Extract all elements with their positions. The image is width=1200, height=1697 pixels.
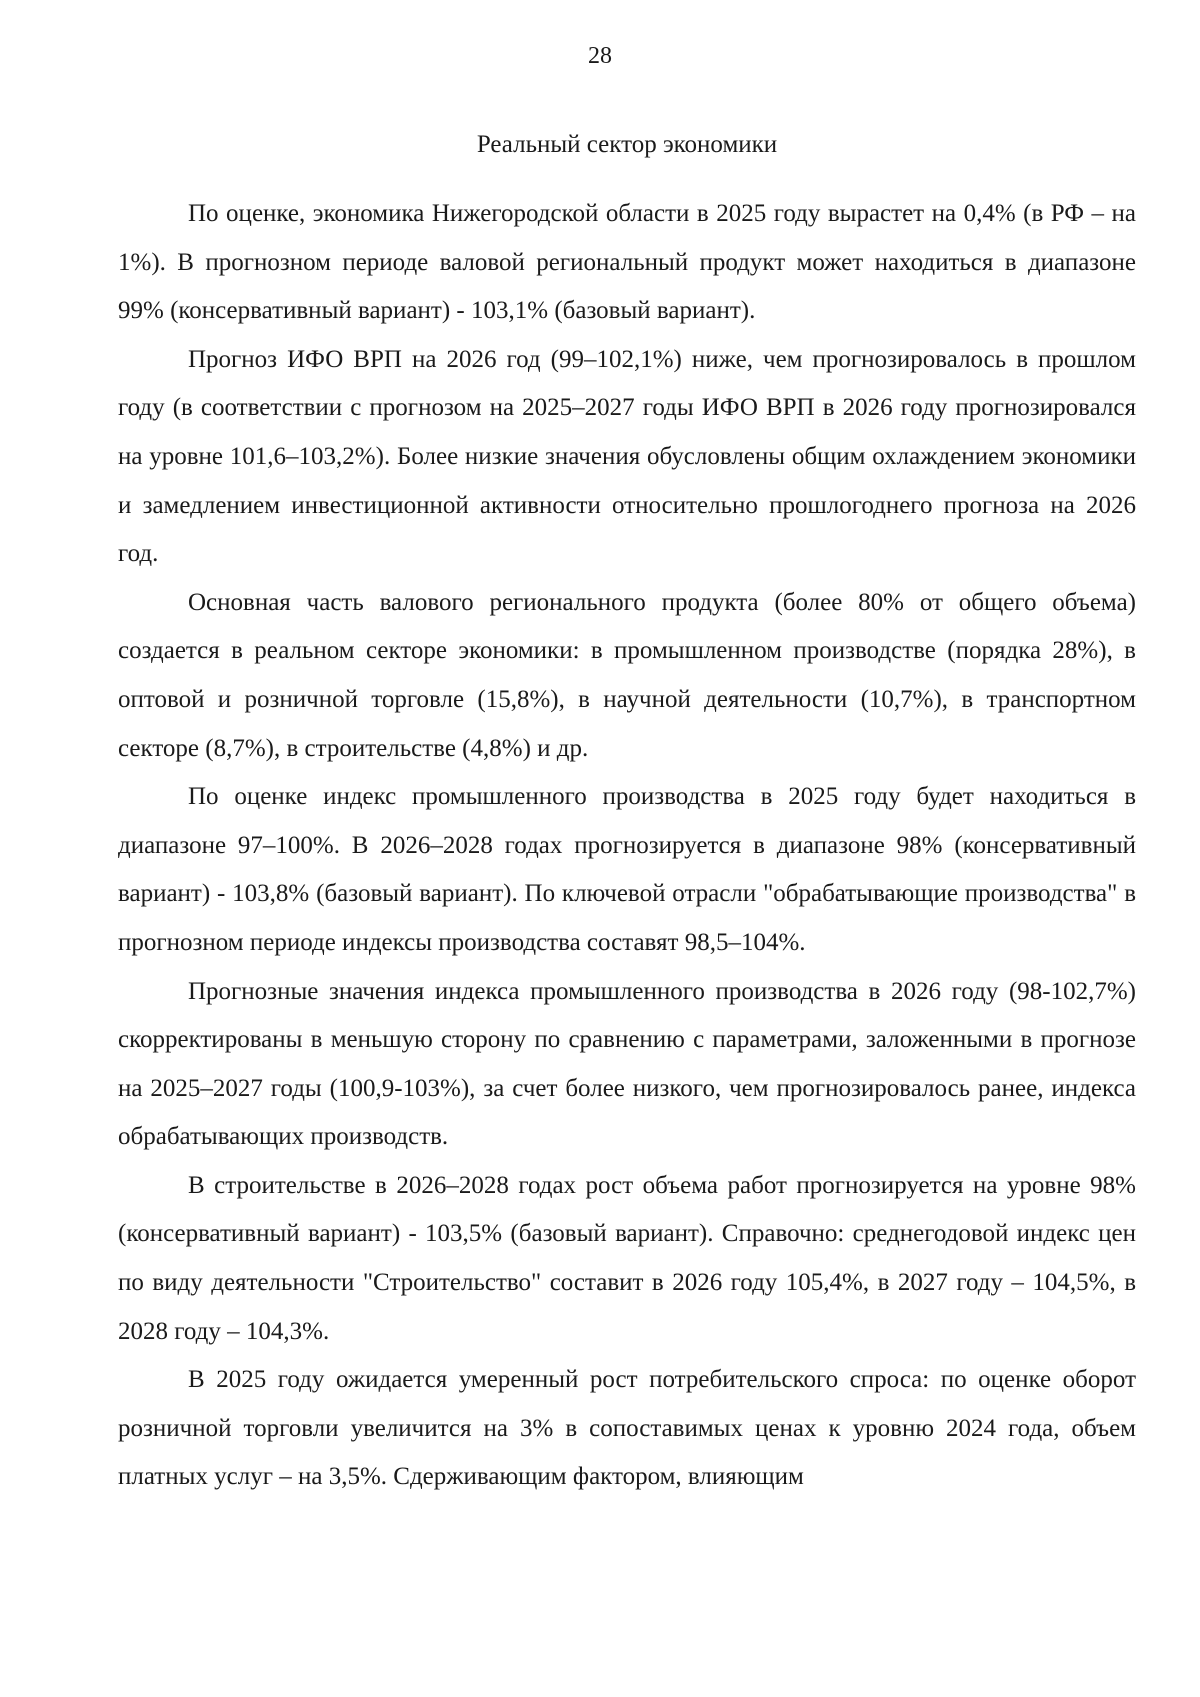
- paragraph-grp-forecast-2026: Прогноз ИФО ВРП на 2026 год (99–102,1%) ниже, чем прогнозировалось в прошлом году (в соответствии с прогнозом на 2025–2027 годы ИФО ВРП в 2026 году прогнозировался на уровне 101,6–103,2%). Более низкие значения обусловлены общим охлаждением экономики и замедлением инвестиционной активности относительно прошлогоднего прогноза на 2026 год.: [118, 345, 1136, 568]
- section-title: Реальный сектор экономики: [476, 131, 778, 158]
- paragraph-grp-estimate: По оценке, экономика Нижегородской области в 2025 году вырастет на 0,4% (в РФ – на 1%). В прогнозном периоде валовой региональный продукт может находиться в диапазоне 99% (консервативный вариант) - 103,1% (базовый вариант).: [118, 200, 1136, 325]
- paragraph-construction: В строительстве в 2026–2028 годах рост объема работ прогнозируется на уровне 98% (консервативный вариант) - 103,5% (базовый вариант). Справочно: среднегодовой индекс цен по виду деятельности "Строительство" составит в 2026 году 105,4%, в 2027 году – 104,5%, в 2028 году – 104,3%.: [118, 1171, 1136, 1345]
- paragraph-consumer-demand: В 2025 году ожидается умеренный рост потребительского спроса: по оценке оборот розничной торговли увеличится на 3% в сопоставимых ценах к уровню 2024 года, объем платных услуг – на 3,5%. Сдерживающим фактором, влияющим: [118, 1366, 1136, 1491]
- page-number: 28: [588, 43, 612, 69]
- page-body: [118, 190, 1136, 1502]
- paragraph-grp-structure: Основная часть валового регионального продукта (более 80% от общего объема) создается в реальном секторе экономики: в промышленном производстве (порядка 28%), в оптовой и розничной торговле (15,8%), в научной деятельности (10,7%), в транспортном секторе (8,7%), в строительстве (4,8%) и др.: [118, 588, 1136, 762]
- paragraph-industrial-production: По оценке индекс промышленного производства в 2025 году будет находиться в диапазоне 97–100%. В 2026–2028 годах прогнозируется в диапазоне 98% (консервативный вариант) - 103,8% (базовый вариант). По ключевой отрасли "обрабатывающие производства" в прогнозном периоде индексы производства составят 98,5–104%.: [118, 783, 1136, 956]
- paragraph-industrial-forecast: Прогнозные значения индекса промышленного производства в 2026 году (98-102,7%) скорректированы в меньшую сторону по сравнению с параметрами, заложенными в прогнозе на 2025–2027 годы (100,9-103%), за счет более низкого, чем прогнозировалось ранее, индекса обрабатывающих производств.: [118, 977, 1136, 1151]
